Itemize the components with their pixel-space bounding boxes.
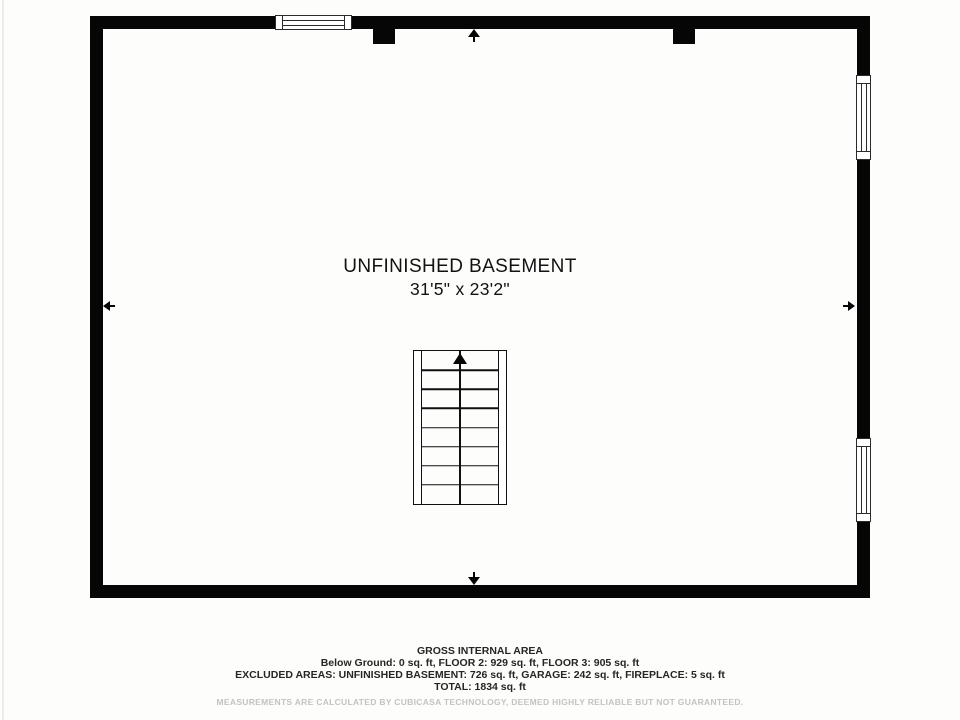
window-top bbox=[275, 15, 352, 30]
total-area: TOTAL: 1834 sq. ft bbox=[434, 681, 526, 693]
gross-internal-area-title: GROSS INTERNAL AREA bbox=[416, 645, 543, 657]
stair-rail-left bbox=[413, 350, 422, 505]
structural-column-right bbox=[673, 29, 695, 44]
area-summary bbox=[0, 645, 960, 707]
arrow-head bbox=[468, 29, 480, 37]
disclaimer: MEASUREMENTS ARE CALCULATED BY CUBICASA TECHNOLOGY, DEEMED HIGHLY RELIABLE BUT NOT GUARANTEED. bbox=[216, 697, 744, 707]
direction-arrow-right-icon bbox=[843, 301, 855, 311]
direction-arrow-bottom-icon bbox=[468, 572, 480, 585]
staircase bbox=[413, 350, 507, 505]
scan-edge-artifact bbox=[2, 0, 4, 720]
arrow-head bbox=[103, 301, 110, 311]
room-dimensions: 31'5" x 23'2" bbox=[410, 279, 510, 299]
floor-areas: Below Ground: 0 sq. ft, FLOOR 2: 929 sq. ft, FLOOR 3: 905 sq. ft bbox=[320, 657, 640, 669]
room-label bbox=[260, 255, 660, 301]
window-right-upper bbox=[856, 75, 871, 160]
exterior-walls bbox=[90, 16, 870, 598]
window-right-lower bbox=[856, 438, 871, 522]
arrow-head bbox=[848, 301, 855, 311]
window-pane-lines bbox=[283, 20, 344, 26]
window-pane-lines bbox=[861, 84, 867, 151]
direction-arrow-top-icon bbox=[468, 29, 480, 42]
direction-arrow-left-icon bbox=[103, 301, 115, 311]
arrow-stem bbox=[110, 305, 115, 307]
window-pane-lines bbox=[861, 447, 867, 513]
arrow-stem bbox=[473, 37, 475, 42]
stair-center-line bbox=[459, 351, 461, 504]
stair-rail-right bbox=[498, 350, 507, 505]
arrow-head bbox=[468, 577, 480, 585]
room-name: UNFINISHED BASEMENT bbox=[343, 256, 577, 277]
structural-column-left bbox=[373, 29, 395, 44]
excluded-areas: EXCLUDED AREAS: UNFINISHED BASEMENT: 726 sq. ft, GARAGE: 242 sq. ft, FIREPLACE: 5 sq. ft bbox=[235, 669, 725, 681]
stairs-up-arrow-icon bbox=[453, 353, 467, 364]
